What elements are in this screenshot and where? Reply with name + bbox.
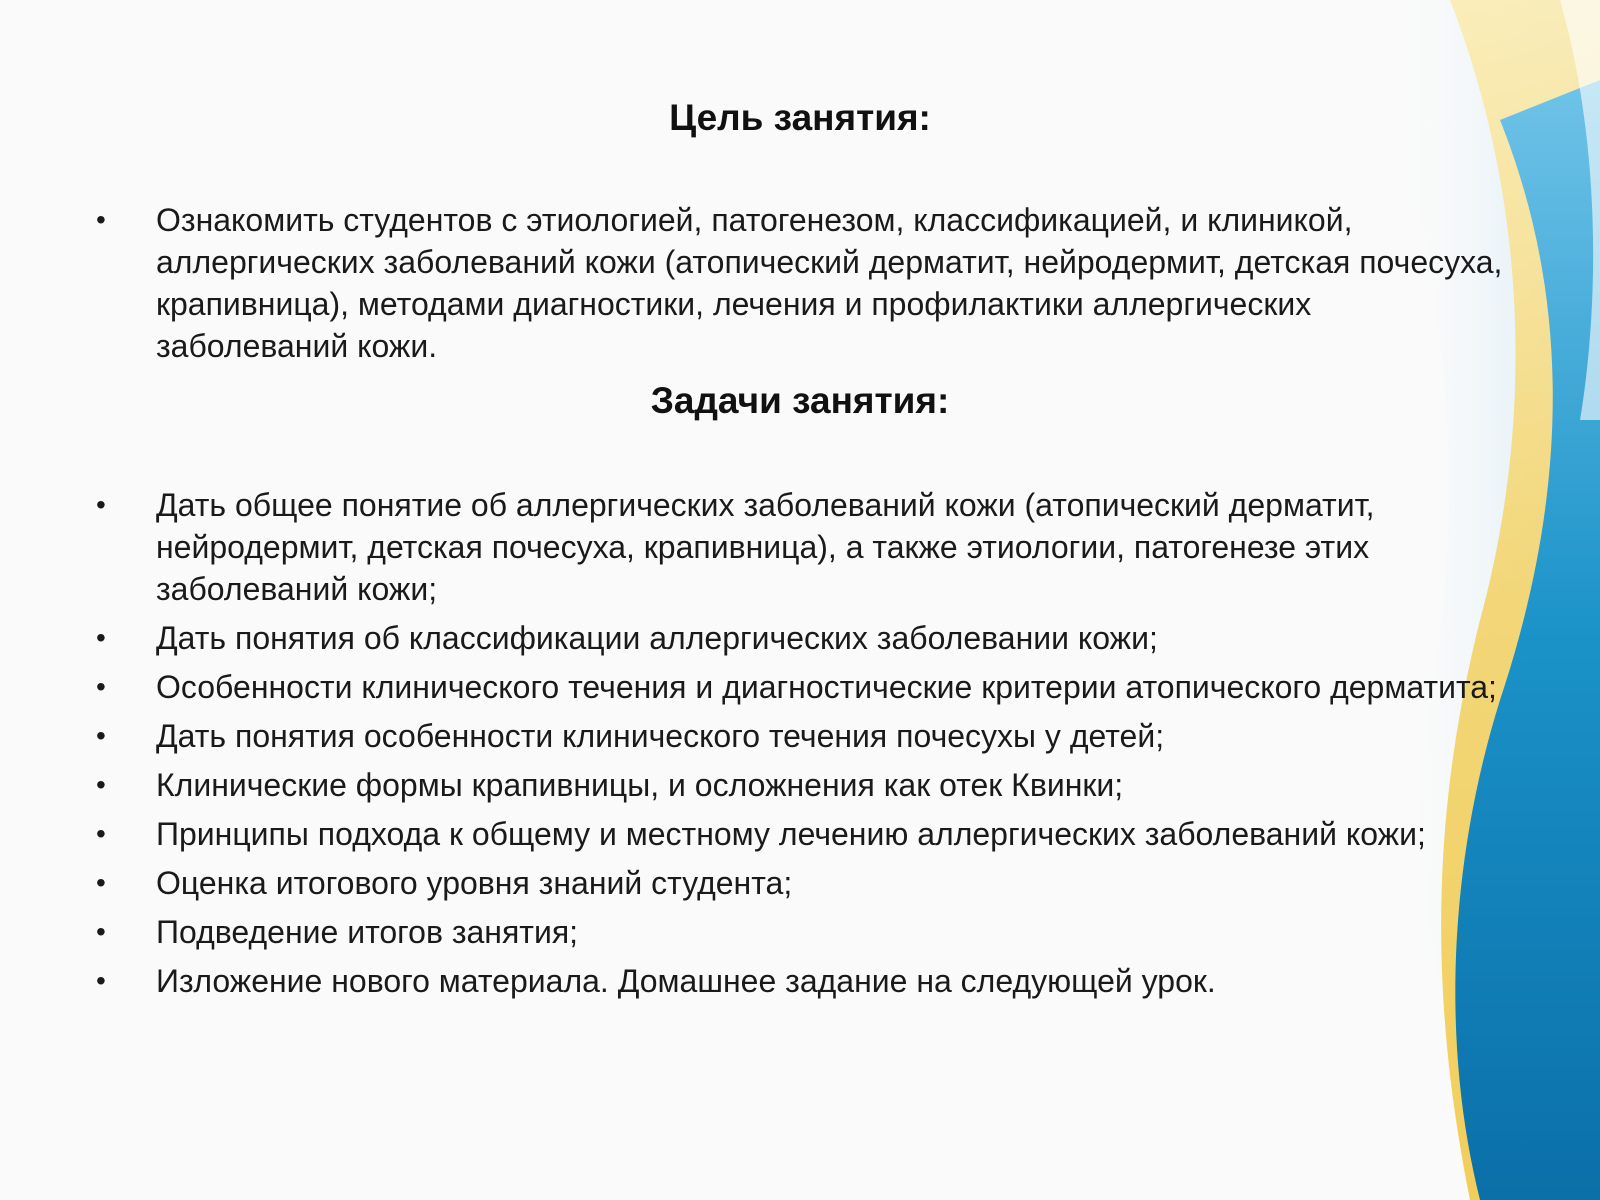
bullet-icon: • [96, 965, 106, 996]
task-item-text: Особенности клинического течения и диагностические критерии атопического дерматита; [156, 669, 1497, 705]
tasks-heading: Задачи занятия: [650, 380, 950, 421]
task-item [0, 484, 1600, 610]
bullet-icon: • [96, 818, 106, 849]
goal-item-text: Ознакомить студентов с этиологией, патогенезом, классификацией, и клиникой, аллергических заболеваний кожи (атопический дерматит, нейродермит, детская почесуха, крапивница), методами диагностики, лечения и профилактики аллергических заболеваний кожи. [156, 202, 1503, 364]
bullet-icon: • [96, 867, 106, 898]
task-item-text: Оценка итогового уровня знаний студента; [156, 865, 793, 901]
task-item [0, 764, 1600, 806]
tasks-list [0, 484, 1600, 1009]
goal-heading: Цель занятия: [669, 97, 931, 138]
task-item [0, 911, 1600, 953]
task-item [0, 617, 1600, 659]
bullet-icon: • [96, 916, 106, 947]
task-item-text: Принципы подхода к общему и местному лечению аллергических заболеваний кожи; [156, 816, 1426, 852]
bullet-icon: • [96, 671, 106, 702]
task-item [0, 715, 1600, 757]
task-item [0, 813, 1600, 855]
task-item-text: Клинические формы крапивницы, и осложнения как отек Квинки; [156, 767, 1124, 803]
bullet-icon: • [96, 769, 106, 800]
task-item-text: Дать понятия об классификации аллергических заболевании кожи; [156, 620, 1158, 656]
task-item-text: Подведение итогов занятия; [156, 914, 579, 950]
task-item [0, 666, 1600, 708]
goal-item [0, 199, 1600, 367]
goal-list [0, 199, 1600, 374]
bullet-icon: • [96, 489, 106, 520]
task-item [0, 862, 1600, 904]
bullet-icon: • [96, 204, 106, 235]
bullet-icon: • [96, 720, 106, 751]
task-item-text: Дать понятия особенности клинического течения почесухы у детей; [156, 718, 1165, 754]
task-item-text: Дать общее понятие об аллергических заболеваний кожи (атопический дерматит, нейродермит, детская почесуха, крапивница), а также этиологии, патогенезе этих заболеваний кожи; [156, 487, 1375, 607]
task-item-text: Изложение нового материала. Домашнее задание на следующей урок. [156, 963, 1216, 999]
task-item [0, 960, 1600, 1002]
bullet-icon: • [96, 622, 106, 653]
